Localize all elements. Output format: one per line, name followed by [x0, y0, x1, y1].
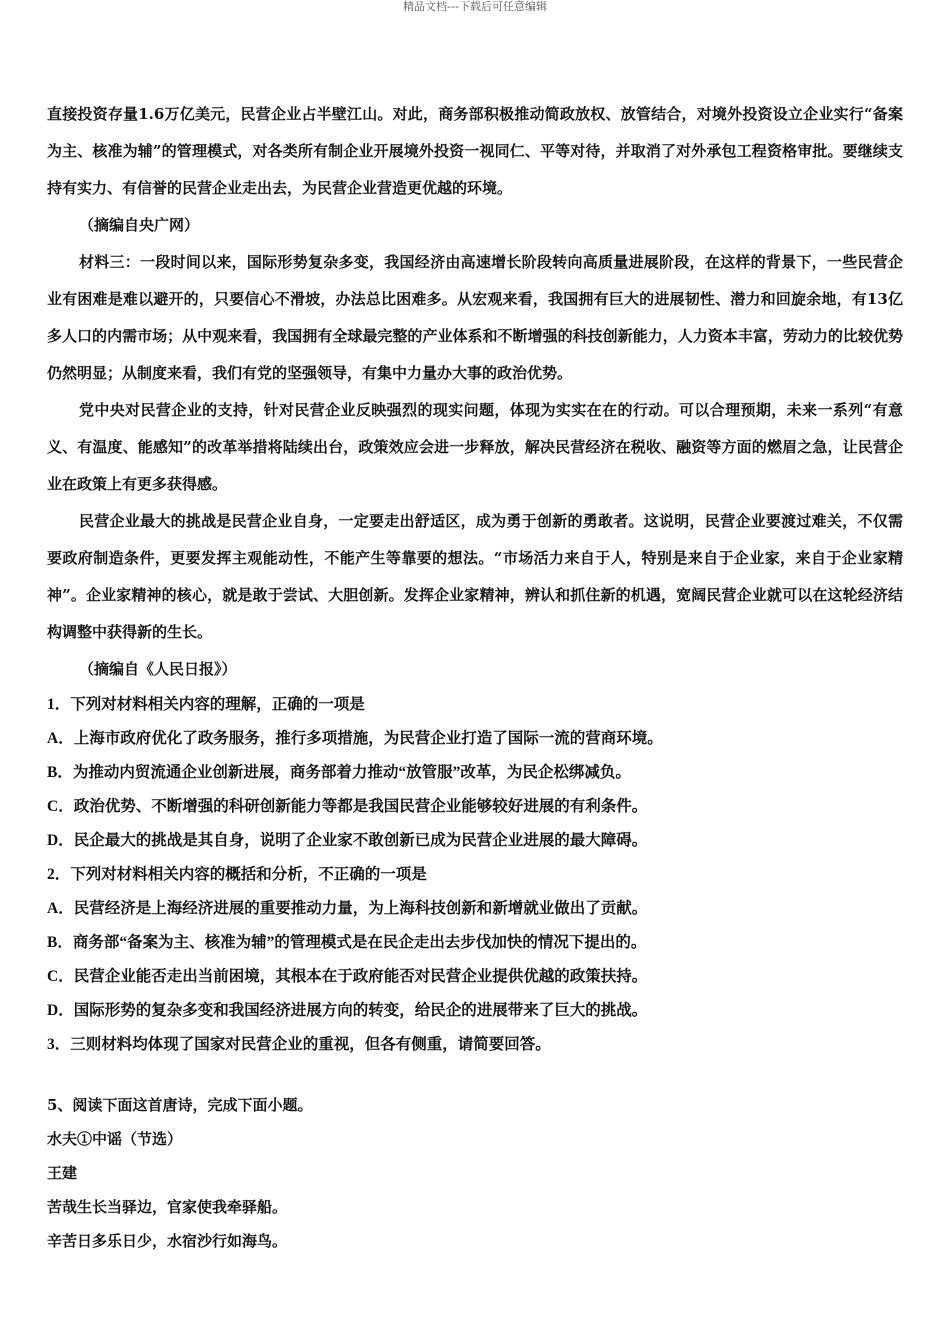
section-spacer	[47, 1062, 903, 1088]
poem-title: 水夫①中谣（节选）	[47, 1130, 183, 1148]
document-body	[47, 96, 903, 1258]
question-3-stem: 3．三则材料均体现了国家对民营企业的重视，但各有侧重，请简要回答。	[47, 1036, 551, 1053]
poem-instruction: 5、阅读下面这首唐诗，完成下面小题。	[47, 1096, 313, 1114]
material3-paragraph-2: 党中央对民营企业的支持，针对民营企业反映强烈的现实问题，体现为实实在在的行动。可以合理预期，未来一系列“有意义、有温度、能感知”的改革举措将陆续出台，政策效应会进一步释放，解决民营经济在税收、融资等方面的燃眉之急，让民营企业在政策上有更多获得感。	[47, 401, 903, 493]
material3-paragraph-1: 材料三：一段时间以来，国际形势复杂多变，我国经济由高速增长阶段转向高质量进展阶段，在这样的背景下，一些民营企业有困难是难以避开的，只要信心不滑坡，办法总比困难多。从宏观来看，我国拥有巨大的进展韧性、潜力和回旋余地，有13亿多人口的内需市场；从中观来看，我国拥有全球最完整的产业体系和不断增强的科技创新能力，人力资本丰富，劳动力的比较优势仍然明显；从制度来看，我们有党的坚强领导，有集中力量办大事的政治优势。	[47, 253, 903, 382]
question-2-option-a: A．民营经济是上海经济进展的重要推动力量，为上海科技创新和新增就业做出了贡献。	[47, 900, 648, 917]
question-2-option-b: B．商务部“备案为主、核准为辅”的管理模式是在民企走出去步伐加快的情况下提出的。	[47, 934, 647, 951]
material2-paragraph: 直接投资存量1.6万亿美元，民营企业占半壁江山。对此，商务部积极推动简政放权、放管结合，对境外投资设立企业实行“备案为主、核准为辅”的管理模式，对各类所有制企业开展境外投资一视同仁、平等对待，并取消了对外承包工程资格审批。要继续支持有实力、有信誉的民营企业走出去，为民营企业营造更优越的环境。	[47, 105, 903, 197]
question-2-option-c: C．民营企业能否走出当前困境，其根本在于政府能否对民营企业提供优越的政策扶持。	[47, 968, 648, 985]
question-1-option-c: C．政治优势、不断增强的科研创新能力等都是我国民营企业能够较好进展的有利条件。	[47, 798, 648, 815]
question-1-option-b: B．为推动内贸流通企业创新进展，商务部着力推动“放管服”改革，为民企松绑减负。	[47, 764, 631, 781]
poem-line-2: 辛苦日多乐日少，水宿沙行如海鸟。	[47, 1232, 288, 1250]
material3-paragraph-3: 民营企业最大的挑战是民营企业自身，一定要走出舒适区，成为勇于创新的勇敢者。这说明，民营企业要渡过难关，不仅需要政府制造条件，更要发挥主观能动性，不能产生等靠要的想法。“市场活力来自于人，特别是来自于企业家，来自于企业家精神”。企业家精神的核心，就是敢于尝试、大胆创新。发挥企业家精神，辨认和抓住新的机遇，宽阔民营企业就可以在这轮经济结构调整中获得新的生长。	[47, 512, 903, 641]
material2-source: （摘编自央广网）	[79, 216, 200, 234]
question-2-option-d: D．国际形势的复杂多变和我国经济进展方向的转变，给民企的进展带来了巨大的挑战。	[47, 1002, 648, 1019]
question-1-option-a: A．上海市政府优化了政务服务，推行多项措施，为民营企业打造了国际一流的营商环境。	[47, 730, 663, 747]
poem-line-1: 苦哉生长当驿边，官家使我牵驿船。	[47, 1198, 288, 1216]
question-1-option-d: D．民企最大的挑战是其自身，说明了企业家不敢创新已成为民营企业进展的最大障碍。	[47, 832, 648, 849]
poem-author: 王建	[47, 1164, 78, 1182]
page-header: 精品文档---下载后可任意编辑	[403, 0, 547, 13]
question-1-stem: 1．下列对材料相关内容的理解，正确的一项是	[47, 696, 365, 713]
question-2-stem: 2．下列对材料相关内容的概括和分析，不正确的一项是	[47, 866, 427, 883]
material3-source: （摘编自《人民日报》）	[79, 660, 237, 678]
